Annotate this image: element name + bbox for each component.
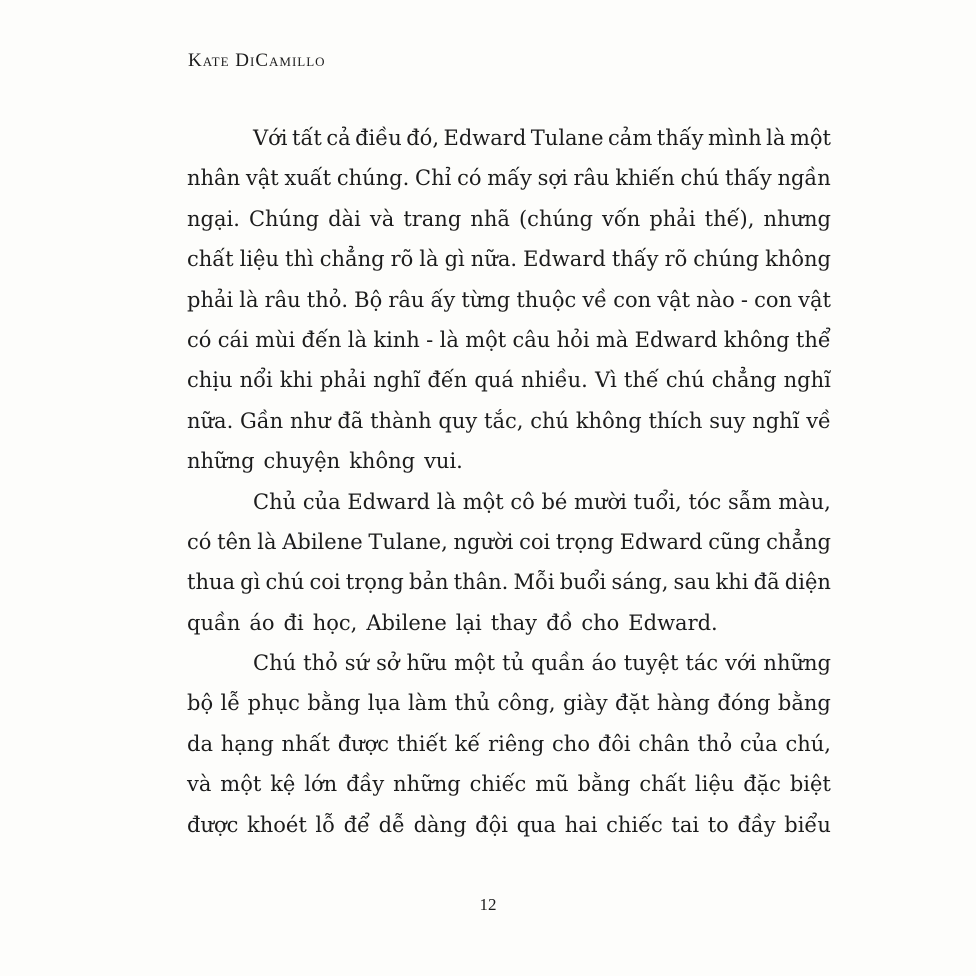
page-number: 12	[479, 895, 497, 914]
text-line: bộ lễ phục bằng lụa làm thủ công, giày đặt hàng đóng bằng	[187, 691, 831, 716]
running-header-author: Kate DiCamillo	[188, 50, 326, 71]
paragraph	[187, 482, 831, 644]
text-line: được khoét lỗ để dễ dàng đội qua hai chiếc tai to đầy biểu	[187, 812, 831, 837]
text-line: phải là râu thỏ. Bộ râu ấy từng thuộc về con vật nào - con vật	[187, 287, 831, 312]
text-line: nhân vật xuất chúng. Chỉ có mấy sợi râu khiến chú thấy ngần	[187, 166, 831, 191]
body-text	[187, 118, 831, 845]
text-line: Với tất cả điều đó, Edward Tulane cảm thấy mình là một	[253, 126, 831, 150]
text-line: quần áo đi học, Abilene lại thay đồ cho Edward.	[187, 610, 718, 635]
text-line: Chủ của Edward là một cô bé mười tuổi, tóc sẫm màu,	[253, 489, 831, 514]
text-line: có cái mùi đến là kinh - là một câu hỏi mà Edward không thể	[187, 327, 831, 352]
text-line: thua gì chú coi trọng bản thân. Mỗi buổi sáng, sau khi đã diện	[187, 570, 831, 595]
text-line: ngại. Chúng dài và trang nhã (chúng vốn phải thế), nhưng	[187, 206, 831, 231]
text-line: nữa. Gần như đã thành quy tắc, chú không thích suy nghĩ về	[187, 408, 831, 433]
text-line: và một kệ lớn đầy những chiếc mũ bằng chất liệu đặc biệt	[187, 772, 831, 797]
text-line: những chuyện không vui.	[187, 449, 463, 474]
text-line: có tên là Abilene Tulane, người coi trọng Edward cũng chẳng	[187, 529, 831, 554]
paragraph	[187, 643, 831, 845]
text-line: chịu nổi khi phải nghĩ đến quá nhiều. Vì thế chú chẳng nghĩ	[187, 368, 831, 393]
text-line: da hạng nhất được thiết kế riêng cho đôi chân thỏ của chú,	[187, 731, 831, 756]
text-line: chất liệu thì chẳng rõ là gì nữa. Edward thấy rõ chúng không	[187, 247, 831, 272]
text-line: Chú thỏ sứ sở hữu một tủ quần áo tuyệt tác với những	[253, 651, 831, 676]
paragraph	[187, 118, 831, 482]
